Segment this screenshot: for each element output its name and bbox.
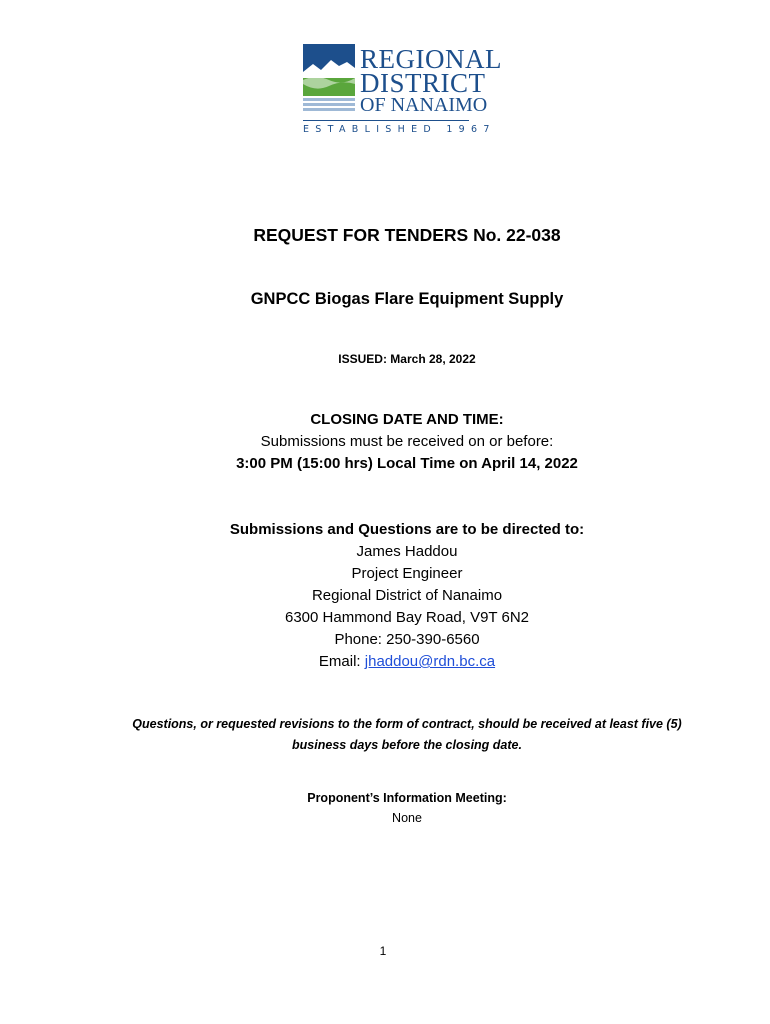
contact-role: Project Engineer xyxy=(351,565,463,582)
logo-established: ESTABLISHED 1967 xyxy=(303,124,496,135)
tender-title: REQUEST FOR TENDERS No. 22-038 xyxy=(253,225,561,245)
meeting-value: None xyxy=(392,811,422,825)
closing-section xyxy=(22,409,770,475)
page-number: 1 xyxy=(379,944,387,958)
logo-line-nanaimo: OF NANAIMO xyxy=(360,94,488,116)
logo-divider xyxy=(303,120,469,121)
contact-name: James Haddou xyxy=(356,543,458,560)
contact-phone: Phone: 250-390-6560 xyxy=(334,631,480,648)
contact-email-link[interactable]: jhaddou@rdn.bc.ca xyxy=(364,653,496,670)
logo-line-district: DISTRICT xyxy=(360,68,486,98)
notice-line-2: business days before the closing date. xyxy=(292,738,522,752)
contact-email-line xyxy=(22,651,770,673)
tender-subtitle: GNPCC Biogas Flare Equipment Supply xyxy=(250,290,564,308)
closing-heading: CLOSING DATE AND TIME: xyxy=(310,411,504,428)
contact-heading: Submissions and Questions are to be directed to: xyxy=(229,521,585,538)
notice-line-1: Questions, or requested revisions to the form of contract, should be received at least five (5) xyxy=(132,717,682,731)
meeting-heading: Proponent’s Information Meeting: xyxy=(307,791,507,805)
issued-date: ISSUED: March 28, 2022 xyxy=(338,352,476,366)
logo-mountain-icon xyxy=(303,44,355,116)
contact-email-label: Email: xyxy=(318,653,365,670)
questions-notice xyxy=(22,714,770,756)
rdn-logo xyxy=(303,44,502,138)
logo-line-regional: REGIONAL xyxy=(360,44,502,74)
contact-section xyxy=(22,519,770,673)
information-meeting xyxy=(22,788,770,828)
contact-address: 6300 Hammond Bay Road, V9T 6N2 xyxy=(284,609,530,626)
closing-line-2: 3:00 PM (15:00 hrs) Local Time on April 14, 2022 xyxy=(236,455,578,472)
contact-organization: Regional District of Nanaimo xyxy=(311,587,503,604)
closing-line-1: Submissions must be received on or before: xyxy=(260,433,554,450)
